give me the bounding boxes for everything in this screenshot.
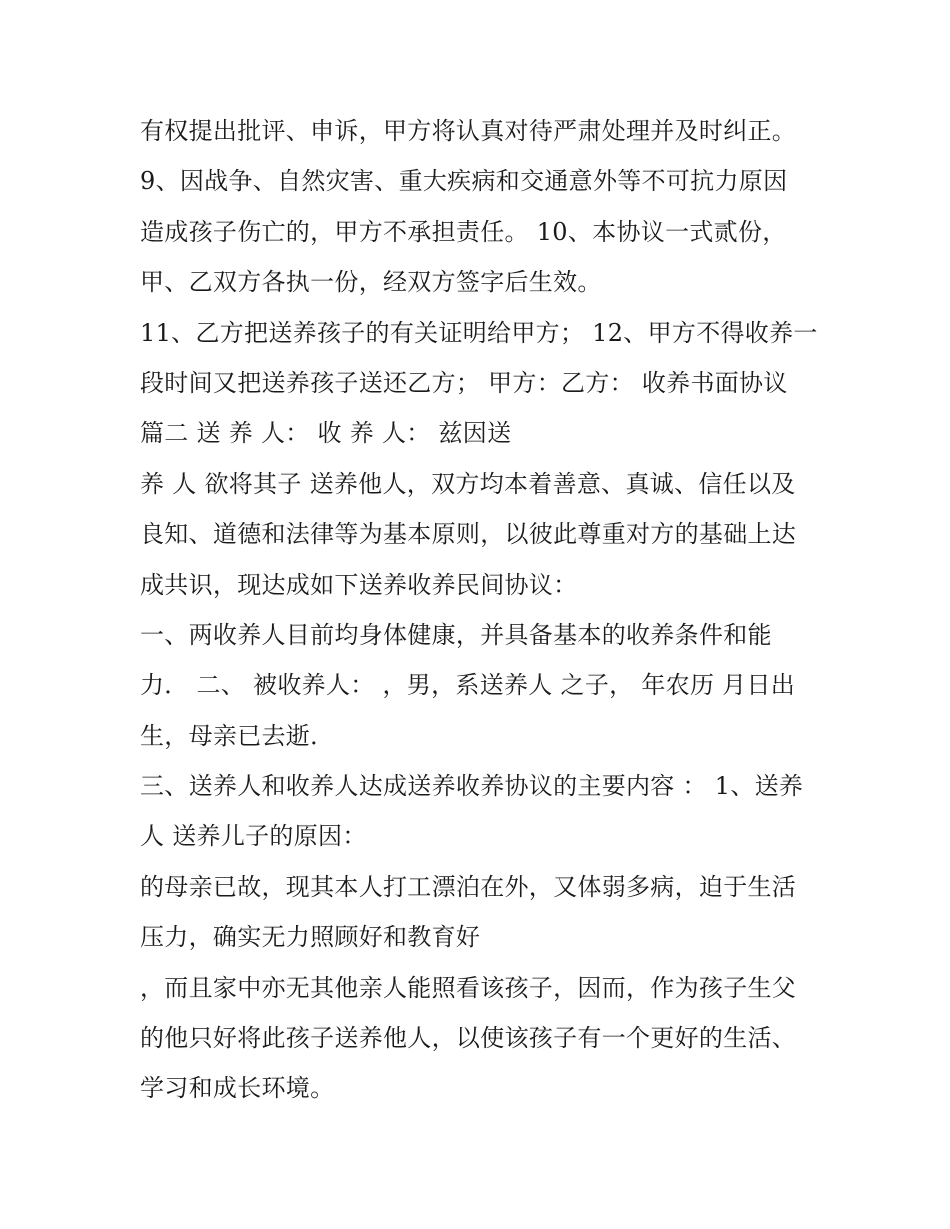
text-line-14: 三、送养人和收养人达成送养收养协议的主要内容 ： 1、送养 [140, 772, 804, 801]
text-line-8: 养 人 欲将其子 送养他人，双方均本着善意、真诚、信任以及 [140, 469, 796, 498]
text-line-11: 一、两收养人目前均身体健康，并具备基本的收养条件和能 [140, 620, 772, 649]
text-line-17: 压力，确实无力照顾好和教育好 [140, 923, 481, 952]
text-line-9: 良知、道德和法律等为基本原则，以彼此尊重对方的基础上达 [140, 520, 797, 549]
text-line-4: 甲、乙双方各执一份，经双方签字后生效。 [140, 268, 602, 297]
text-line-6: 段时间又把送养孩子送还乙方； 甲方：乙方： 收养书面协议 [140, 368, 788, 397]
text-line-18: ，而且家中亦无其他亲人能照看该孩子，因而，作为孩子生父 [140, 973, 797, 1002]
text-line-1: 有权提出批评、申诉，甲方将认真对待严肃处理并及时纠正。 [140, 117, 797, 145]
text-line-3: 造成孩子伤亡的，甲方不承担责任。 10、本协议一式贰份， [140, 217, 787, 246]
text-line-16: 的母亲已故，现其本人打工漂泊在外，又体弱多病，迫于生活 [140, 872, 797, 901]
text-line-10: 成共识，现达成如下送养收养民间协议： [140, 570, 578, 599]
text-line-19: 的他只好将此孩子送养他人，以使该孩子有一个更好的生活、 [140, 1024, 797, 1053]
document-body [140, 106, 840, 1114]
text-line-20: 学习和成长环境。 [140, 1074, 335, 1103]
text-line-7: 篇二 送 养 人： 收 养 人： 兹因送 [140, 419, 512, 448]
text-line-2: 9、因战争、自然灾害、重大疾病和交通意外等不可抗力原因 [140, 167, 788, 196]
text-line-15: 人 送养儿子的原因： [140, 822, 367, 851]
text-line-13: 生，母亲已去逝． [140, 721, 335, 750]
text-line-5: 11、乙方把送养孩子的有关证明给甲方； 12、甲方不得收养一 [140, 318, 818, 347]
text-line-12: 力． 二、 被收养人： ，男，系送养人 之子， 年农历 月日出 [140, 671, 796, 700]
